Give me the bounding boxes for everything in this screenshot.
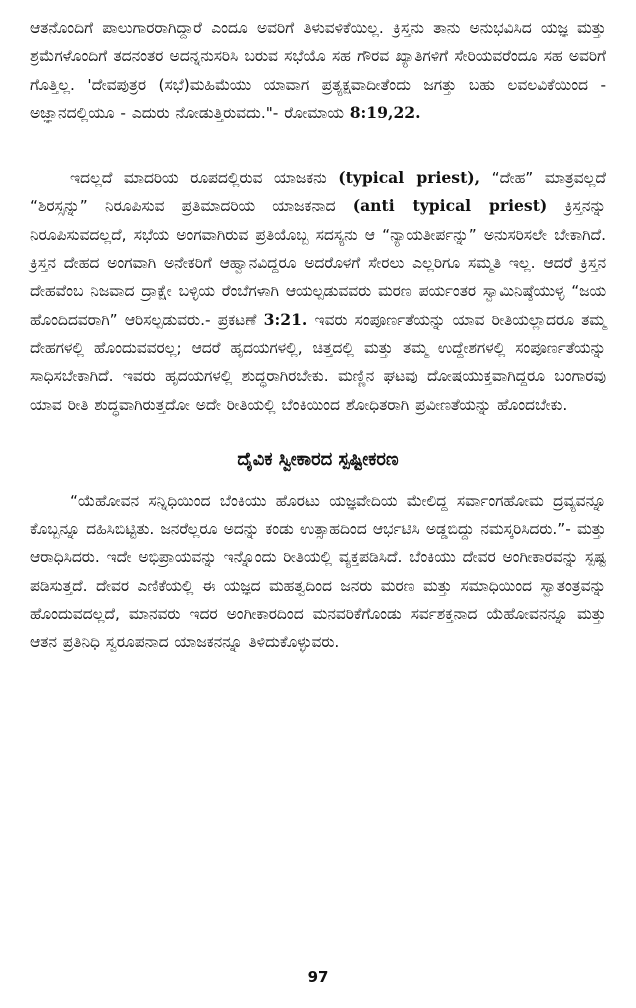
english-term-anti-typical-priest: (anti typical priest) [352,196,548,216]
paragraph-2-text-c: ಕ್ರಿಸ್ತನನ್ನು ನಿರೂಪಿಸುವದಲ್ಲದೆ, ಸಭೆಯ ಅಂಗವಾಗಿರುವ ಪ್ರತಿಯೊಬ್ಬ ಸದಸ್ಯನು ಆ “ನ್ಯಾಯತೀರ್ಪನ್ನು” ಅನುಸರಿಸಲೇ ಬೇಕಾಗಿದೆ. ಕ್ರಿಸ್ತನ ದೇಹದ ಅಂಗವಾಗಿ ಅನೇಕರಿಗೆ ಆಹ್ವಾನವಿದ್ದರೂ ಅದರೊಳಗೆ ಸೇರಲು ಎಲ್ಲರಿಗೂ ಸಮ್ಮತಿ ಇಲ್ಲ. ಆದರೆ ಕ್ರಿಸ್ತನ ದೇಹವೆಂಬ ನಿಜವಾದ ದ್ರಾಕ್ಷೇ ಬಳ್ಳಿಯ ರೆಂಬೆಗಳಾಗಿ ಆಯಲ್ಪಡುವವರು ಮರಣ ಪರ್ಯಂತರ ಸ್ವಾಮಿನಿಷ್ಠೆಯುಳ್ಳ “ಜಯ ಹೊಂದಿದವರಾಗಿ” ಆರಿಸಲ್ಪಡುವರು.- ಪ್ರಕಟಣೆ [30,197,607,329]
paragraph-1 [30,14,606,127]
paragraph-2 [30,164,606,419]
paragraph-3: “ಯೆಹೋವನ ಸನ್ನಿಧಿಯಿಂದ ಬೆಂಕಿಯು ಹೊರಟು ಯಜ್ಞವೇದಿಯ ಮೇಲಿದ್ದ ಸರ್ವಾಂಗಹೋಮ ದ್ರವ್ಯವನ್ನೂ ಕೊಬ್ಬನ್ನೂ ದಹಿಸಿಬಿಟ್ಟಿತು. ಜನರೆಲ್ಲರೂ ಅದನ್ನು ಕಂಡು ಉತ್ಸಾಹದಿಂದ ಆರ್ಭಟಿಸಿ ಅಡ್ಡಬಿದ್ದು ನಮಸ್ಕರಿಸಿದರು.”- ಮತ್ತು ಆರಾಧಿಸಿದರು. ಇದೇ ಅಭಿಪ್ರಾಯವನ್ನು ಇನ್ನೊಂದು ರೀತಿಯಲ್ಲಿ ವ್ಯಕ್ತಪಡಿಸಿದೆ. ಬೆಂಕಿಯು ದೇವರ ಅಂಗೀಕಾರವನ್ನು ಸ್ಪಷ್ಟ ಪಡಿಸುತ್ತದೆ. ದೇವರ ಎಣಿಕೆಯಲ್ಲಿ ಈ ಯಜ್ಞದ ಮಹತ್ವದಿಂದ ಜನರು ಮರಣ ಮತ್ತು ಸಮಾಧಿಯಿಂದ ಸ್ವಾತಂತ್ರವನ್ನು ಹೊಂದುವದಲ್ಲದೆ, ಮಾನವರು ಇದರ ಅಂಗೀಕಾರದಿಂದ ಮನವರಿಕೆಗೊಂಡು ಸರ್ವಶಕ್ತನಾದ ಯೆಹೋವನನ್ನೂ ಮತ್ತು ಆತನ ಪ್ರತಿನಿಧಿ ಸ್ವರೂಪನಾದ ಯಾಜಕನನ್ನೂ ತಿಳಿದುಕೊಳ್ಳುವರು. [30,491,606,652]
bible-reference-romans: 8:19,22. [349,102,421,122]
bible-reference-revelation: 3:21. [263,309,308,329]
english-term-typical-priest: (typical priest), [338,168,481,188]
paragraph-1-text: ಆತನೊಂದಿಗೆ ಪಾಲುಗಾರರಾಗಿದ್ದಾರೆ ಎಂದೂ ಅವರಿಗೆ ತಿಳುವಳಿಕೆಯಿಲ್ಲ. ಕ್ರಿಸ್ತನು ತಾನು ಅನುಭವಿಸಿದ ಯಜ್ಞ ಮತ್ತು ಶ್ರಮೆಗಳೊಂದಿಗೆ ತದನಂತರ ಅದನ್ನನುಸರಿಸಿ ಬರುವ ಸಭೆಯೊ ಸಹ ಗೌರವ ಖ್ಯಾತಿಗಳಿಗೆ ಸೇರಿಯವರೆಂದೂ ಸಹ ಅವರಿಗೆ ಗೊತ್ತಿಲ್ಲ. 'ದೇವಪುತ್ರರ (ಸಭೆ)ಮಹಿಮೆಯು ಯಾವಾಗ ಪ್ರತ್ಯಕ್ಷವಾದೀತೆಂದು ಜಗತ್ತು ಬಹು ಲವಲವಿಕೆಯಿಂದ - ಅಜ್ಞಾನದಲ್ಲಿಯೂ - ಎದುರು ನೋಡುತ್ತಿರುವದು."- ರೋಮಾಯ [30,19,606,122]
paragraph-2-text-d: ಇವರು ಸಂಪೂರ್ಣತೆಯನ್ನು ಯಾವ ರೀತಿಯಲ್ಲಾದರೂ ತಮ್ಮ ದೇಹಗಳಲ್ಲಿ ಹೊಂದುವವರಲ್ಲ; ಆದರೆ ಹೃದಯಗಳಲ್ಲಿ, ಚಿತ್ತದಲ್ಲಿ ಮತ್ತು ತಮ್ಮ ಉದ್ದೇಶಗಳಲ್ಲಿ ಸಂಪೂರ್ಣತೆಯನ್ನು ಸಾಧಿಸಬೇಕಾಗಿದೆ. ಇವರು ಹೃದಯಗಳಲ್ಲಿ ಶುದ್ಧರಾಗಿರಬೇಕು. ಮಣ್ಣಿನ ಘಟವು ದೋಷಯುಕ್ತವಾಗಿದ್ದರೂ ಬಂಗಾರವು ಯಾವ ರೀತಿ ಶುದ್ಧವಾಗಿರುತ್ತದೋ ಅದೇ ರೀತಿಯಲ್ಲಿ ಬೆಂಕಿಯಿಂದ ಶೋಧಿತರಾಗಿ ಪ್ರವೀಣತೆಯನ್ನು ಹೊಂದಬೇಕು. [30,310,606,414]
paragraph-2-text-a: ಇದಲ್ಲದೆ ಮಾದರಿಯ ರೂಪದಲ್ಲಿರುವ ಯಾಜಕನು [70,169,339,188]
section-heading: ದೈವಿಕ ಸ್ವೀಕಾರದ ಸ್ಪಷ್ಟೀಕರಣ [237,448,399,470]
page-number: 97 [307,968,329,986]
paragraph-2-text-b: “ದೇಹ” ಮಾತ್ರವಲ್ಲದೆ “ಶಿರಸ್ಸನ್ನು” ನಿರೂಪಿಸುವ ಪ್ರತಿಮಾದರಿಯ ಯಾಜಕನಾದ [30,169,606,216]
